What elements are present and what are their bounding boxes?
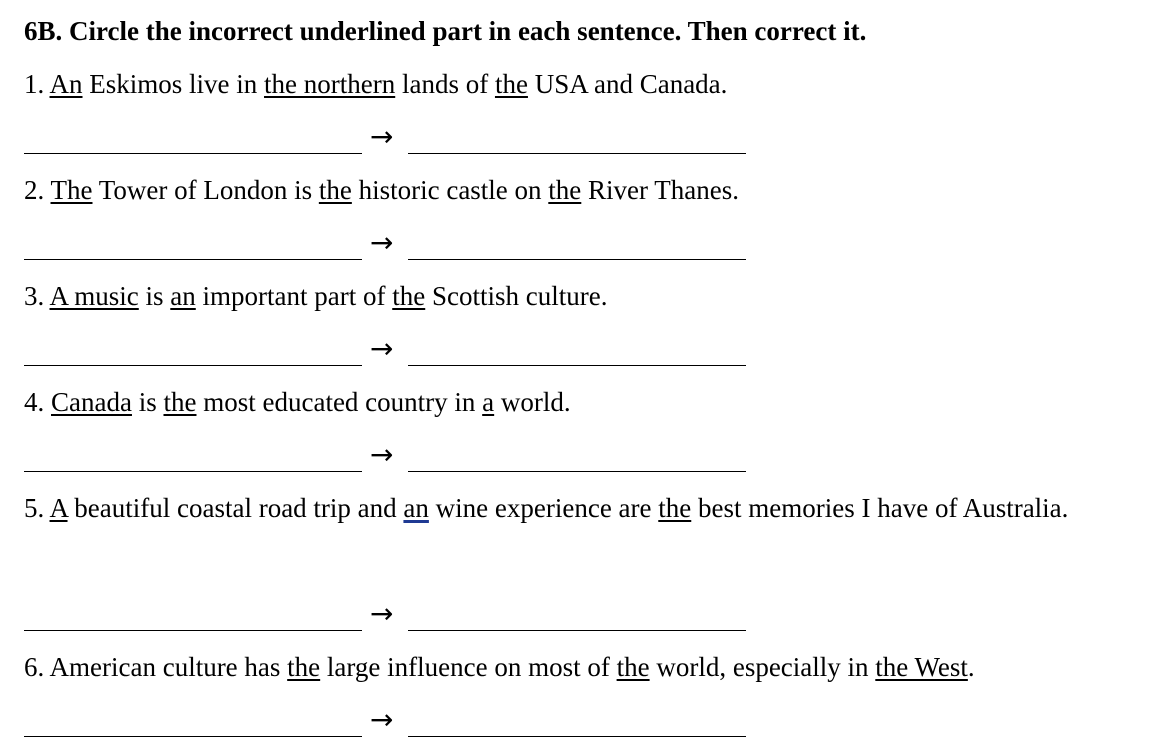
- sentence-text: 6. American culture has: [24, 652, 288, 682]
- sentence-3: [24, 279, 607, 313]
- underlined-option[interactable]: the: [392, 281, 426, 311]
- underlined-option[interactable]: the: [616, 652, 650, 682]
- answer-blank-incorrect[interactable]: [24, 736, 362, 737]
- answer-blank-correction[interactable]: [408, 365, 746, 366]
- underlined-option[interactable]: an: [170, 281, 196, 311]
- underlined-option[interactable]: the: [287, 652, 321, 682]
- sentence-text: 1.: [24, 69, 50, 99]
- answer-row-2: [24, 226, 754, 260]
- answer-row-5: [24, 597, 754, 631]
- arrow-icon: →: [370, 703, 394, 736]
- answer-blank-correction[interactable]: [408, 471, 746, 472]
- sentence-text: world.: [494, 387, 571, 417]
- answer-blank-incorrect[interactable]: [24, 365, 362, 366]
- sentence-text: most educated country in: [196, 387, 483, 417]
- sentence-text: large influence on most of: [320, 652, 617, 682]
- sentence-text: historic castle on: [351, 175, 549, 205]
- sentence-text: Tower of London is: [92, 175, 319, 205]
- arrow-icon: →: [370, 438, 394, 471]
- sentence-text: beautiful coastal road trip and: [67, 493, 404, 523]
- sentence-text: wine experience are: [428, 493, 659, 523]
- arrow-icon: →: [370, 226, 394, 259]
- exercise-instruction: 6B. Circle the incorrect underlined part in each sentence. Then correct it.: [24, 16, 867, 46]
- underlined-option[interactable]: the: [163, 387, 197, 417]
- underlined-option[interactable]: an: [403, 493, 429, 523]
- underlined-option[interactable]: Canada: [51, 387, 132, 417]
- answer-row-3: [24, 332, 754, 366]
- sentence-text: best memories I have of Australia.: [691, 493, 1069, 523]
- sentence-1: [24, 67, 727, 101]
- sentence-text: Eskimos live in: [82, 69, 265, 99]
- answer-blank-incorrect[interactable]: [24, 259, 362, 260]
- sentence-text: 3.: [24, 281, 50, 311]
- underlined-option[interactable]: A: [49, 493, 68, 523]
- sentence-text: 4.: [24, 387, 51, 417]
- answer-blank-incorrect[interactable]: [24, 630, 362, 631]
- underlined-option[interactable]: the: [658, 493, 692, 523]
- sentence-text: .: [967, 652, 975, 682]
- sentence-text: Scottish culture.: [425, 281, 608, 311]
- answer-blank-correction[interactable]: [408, 153, 746, 154]
- sentence-6: [24, 650, 975, 684]
- sentence-2: [24, 173, 739, 207]
- arrow-icon: →: [370, 332, 394, 365]
- sentence-text: 2.: [24, 175, 51, 205]
- answer-row-1: [24, 120, 754, 154]
- underlined-option[interactable]: the West: [875, 652, 968, 682]
- sentence-4: [24, 385, 571, 419]
- sentence-text: is: [138, 281, 171, 311]
- answer-blank-correction[interactable]: [408, 259, 746, 260]
- underlined-option[interactable]: a: [482, 387, 495, 417]
- underlined-option[interactable]: An: [49, 69, 83, 99]
- sentence-text: USA and Canada.: [527, 69, 728, 99]
- sentence-text: lands of: [395, 69, 495, 99]
- answer-row-6: [24, 703, 754, 737]
- answer-row-4: [24, 438, 754, 472]
- answer-blank-incorrect[interactable]: [24, 471, 362, 472]
- underlined-option[interactable]: the northern: [264, 69, 396, 99]
- arrow-icon: →: [370, 120, 394, 153]
- sentence-text: world, especially in: [649, 652, 876, 682]
- sentence-text: River Thanes.: [581, 175, 740, 205]
- underlined-option[interactable]: the: [318, 175, 352, 205]
- sentence-text: is: [131, 387, 164, 417]
- answer-blank-incorrect[interactable]: [24, 153, 362, 154]
- answer-blank-correction[interactable]: [408, 736, 746, 737]
- underlined-option[interactable]: The: [50, 175, 93, 205]
- sentence-5: [24, 482, 1124, 535]
- underlined-option[interactable]: the: [548, 175, 582, 205]
- sentence-text: 5.: [24, 493, 50, 523]
- answer-blank-correction[interactable]: [408, 630, 746, 631]
- underlined-option[interactable]: A music: [49, 281, 139, 311]
- sentence-text: important part of: [195, 281, 393, 311]
- underlined-option[interactable]: the: [494, 69, 528, 99]
- arrow-icon: →: [370, 597, 394, 630]
